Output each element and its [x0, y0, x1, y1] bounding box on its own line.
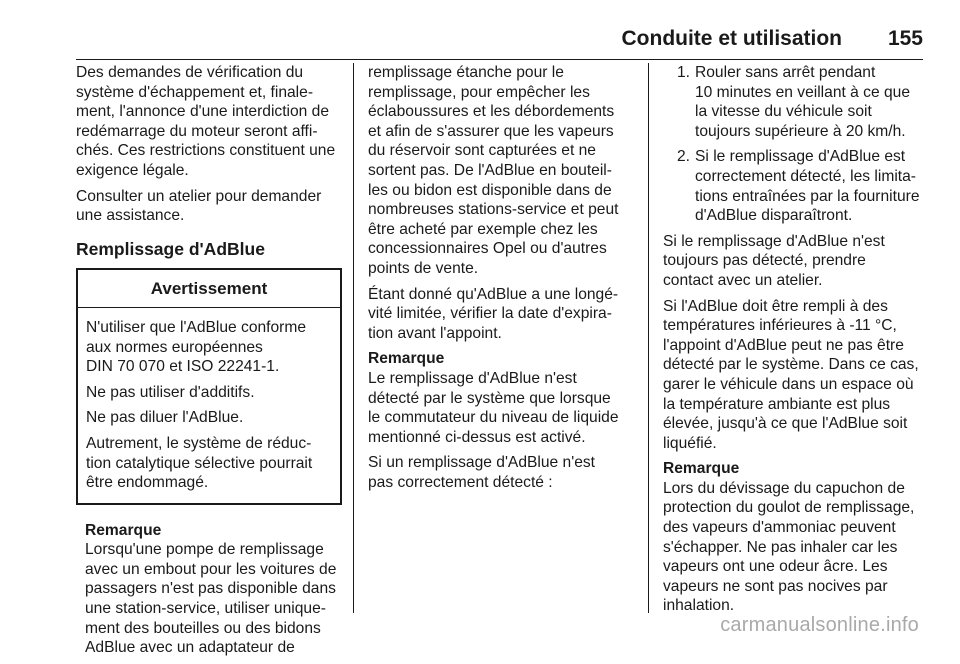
list-number: 1.: [677, 64, 691, 81]
paragraph: Consulter un atelier pour demander une assistance.: [76, 187, 322, 225]
warning-box: [76, 268, 342, 504]
list-item: [663, 63, 931, 141]
watermark: carmanualsonline.info: [720, 614, 919, 636]
warning-text: Ne pas utiliser d'additifs.: [86, 383, 255, 401]
list-text: Si le remplissage d'AdBlue est correctement détecté, les limita- tions entraînées par la fourniture d'AdBlue disparaîtront.: [695, 148, 920, 225]
remark: [76, 521, 342, 658]
page-header: [0, 27, 960, 57]
remark: [663, 459, 931, 616]
header-rule: [76, 59, 923, 60]
column-divider: [648, 63, 649, 613]
remark-label: Remarque: [85, 521, 162, 539]
chapter-title: Conduite et utilisation: [621, 27, 842, 50]
warning-text: Autrement, le système de réduc- tion catalytique sélective pourrait être endommagé.: [86, 434, 313, 492]
column-divider: [353, 63, 354, 613]
warning-text: N'utiliser que l'AdBlue conforme aux normes européennes DIN 70 070 et ISO 22241-1.: [86, 318, 307, 376]
paragraph: Si l'AdBlue doit être rempli à des températures inférieures à -11 °C, l'appoint d'AdBlue peut ne pas être détecté par le système. Dans ce cas, garer le véhicule dans un espace où la température ambiante est plus élevée, jusqu'à ce que l'AdBlue soit liquéfié.: [663, 297, 919, 452]
remark-label: Remarque: [663, 460, 740, 478]
remark-label: Remarque: [368, 350, 445, 368]
remark-text: Le remplissage d'AdBlue n'est détecté par le système que lorsque le commutateur du niveau de liquide mentionné ci-dessus est activé.: [368, 369, 619, 446]
remark: [368, 349, 636, 447]
column-1: [76, 63, 342, 664]
remark-text: Lors du dévissage du capuchon de protection du goulot de remplissage, des vapeurs d'ammoniac peuvent s'échapper. Ne pas inhaler car les vapeurs ont une odeur âcre. Les vapeurs ne sont pas nocives par inhalation.: [663, 479, 915, 615]
warning-text: Ne pas diluer l'AdBlue.: [86, 409, 244, 427]
warning-title: Avertissement: [78, 270, 340, 308]
remark-text: Lorsqu'une pompe de remplissage avec un embout pour les voitures de passagers n'est pas disponible dans une station-service, utiliser unique- ment des bouteilles ou des bidons AdBlue avec un adaptateur de: [85, 541, 337, 657]
paragraph: Étant donné qu'AdBlue a une longé- vité limitée, vérifier la date d'expira- tion avant l'appoint.: [368, 285, 619, 342]
paragraph: Si le remplissage d'AdBlue n'est toujours pas détecté, prendre contact avec un atelier.: [663, 232, 885, 289]
page-number: 155: [887, 27, 923, 50]
paragraph: Des demandes de vérification du système d'échappement et, finale- ment, l'annonce d'une interdiction de redémarrage du moteur seront affi- chés. Ces restrictions constituent une exigence légale.: [76, 64, 336, 179]
paragraph: remplissage étanche pour le remplissage, pour empêcher les éclaboussures et les débordements et afin de s'assurer que les vapeurs du réservoir sont capturées et ne sortent pas. De l'AdBlue en bouteil- les ou bidon est disponible dans de nombreuses stations-service et peut être acheté par exemple chez les concessionnaires Opel ou d'autres points de vente.: [368, 64, 619, 277]
list-text: Rouler sans arrêt pendant 10 minutes en veillant à ce que la vitesse du véhicule soit toujours supérieure à 20 km/h.: [695, 64, 910, 140]
column-2: [368, 63, 636, 498]
list-number: 2.: [677, 148, 691, 166]
column-3: [663, 63, 931, 622]
list-item: [663, 147, 931, 225]
numbered-list: [663, 63, 931, 226]
warning-body: [78, 308, 340, 503]
paragraph: Si un remplissage d'AdBlue n'est pas correctement détecté :: [368, 454, 595, 491]
section-heading: Remplissage d'AdBlue: [76, 238, 265, 259]
